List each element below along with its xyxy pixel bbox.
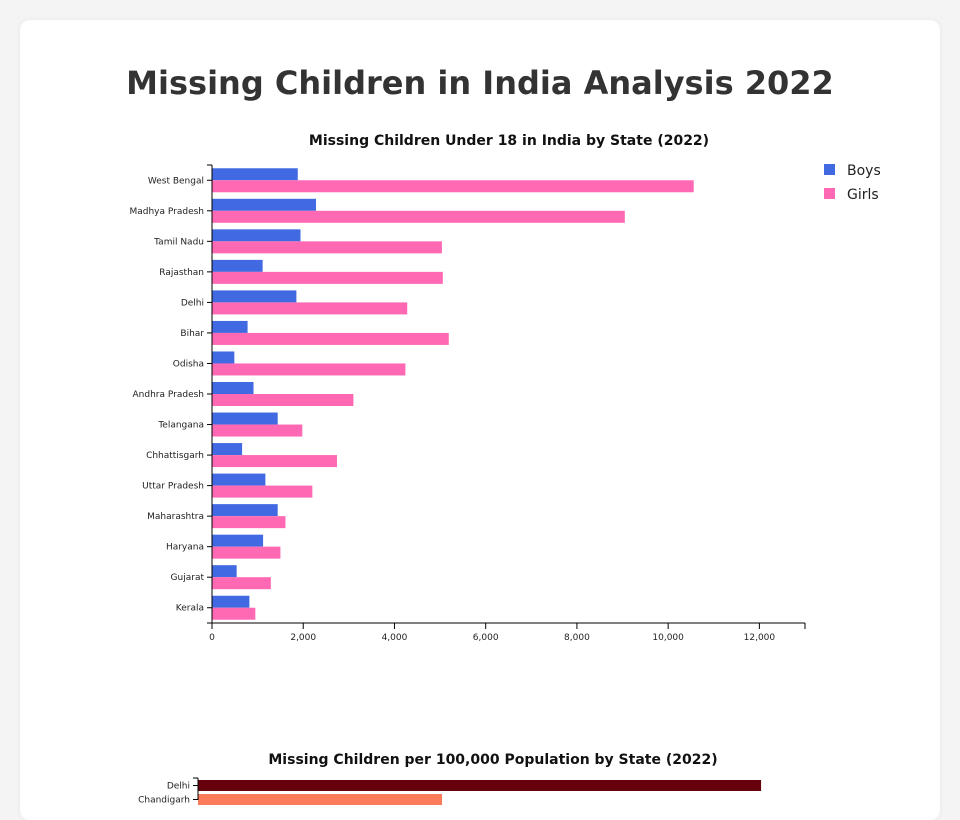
x-tick-label-4000: 4,000 — [381, 633, 408, 643]
bar-boys-chhattisgarh — [212, 443, 242, 455]
bar-boys-delhi — [212, 290, 296, 302]
chart1-legend — [824, 163, 881, 203]
bar-girls-madhya-pradesh — [212, 211, 625, 223]
bar-girls-west-bengal — [212, 180, 694, 192]
y-tick-label-haryana: Haryana — [165, 542, 204, 553]
bar-girls-telangana — [212, 425, 302, 437]
x-tick-label-10000: 10,000 — [652, 633, 684, 643]
legend-swatch-girls — [824, 188, 835, 199]
legend-label-girls: Girls — [847, 187, 879, 203]
bar-boys-kerala — [212, 596, 249, 608]
bar-boys-odisha — [212, 351, 234, 363]
y-tick-label-tamil-nadu: Tamil Nadu — [154, 237, 204, 248]
y-tick-label-odisha: Odisha — [172, 359, 204, 370]
x-tick-label-0: 0 — [209, 633, 215, 643]
y-tick-label-uttar-pradesh: Uttar Pradesh — [142, 481, 204, 492]
legend-swatch-boys — [824, 164, 835, 175]
chart2-title: Missing Children per 100,000 Population by State (2022) — [268, 752, 718, 768]
bar-boys-gujarat — [212, 565, 237, 577]
x-tick-label-12000: 12,000 — [743, 633, 776, 643]
bar-girls-rajasthan — [212, 272, 443, 284]
y-tick-label-gujarat: Gujarat — [170, 573, 204, 584]
y-tick-label-delhi: Delhi — [166, 781, 190, 792]
bar-boys-rajasthan — [212, 260, 263, 272]
x-tick-label-8000: 8,000 — [564, 633, 590, 643]
y-tick-label-west-bengal: West Bengal — [147, 176, 204, 187]
x-tick-label-2000: 2,000 — [290, 633, 317, 643]
y-tick-label-maharashtra: Maharashtra — [147, 512, 204, 523]
bar-girls-delhi — [212, 302, 407, 314]
bar-boys-maharashtra — [212, 504, 278, 516]
bar-boys-tamil-nadu — [212, 229, 300, 241]
bar-chandigarh — [198, 794, 442, 805]
y-tick-label-bihar: Bihar — [180, 328, 204, 339]
chart2-y-axis — [138, 778, 198, 806]
y-tick-label-delhi: Delhi — [180, 298, 204, 309]
y-tick-label-madhya-pradesh: Madhya Pradesh — [129, 206, 204, 217]
y-tick-label-chhattisgarh: Chhattisgarh — [146, 451, 204, 462]
y-tick-label-telangana: Telangana — [158, 420, 204, 431]
bar-delhi — [198, 780, 761, 791]
y-tick-label-rajasthan: Rajasthan — [159, 267, 204, 278]
bar-girls-odisha — [212, 363, 405, 375]
page-title: Missing Children in India Analysis 2022 — [126, 64, 834, 102]
bar-boys-telangana — [212, 413, 278, 425]
bar-girls-tamil-nadu — [212, 241, 442, 253]
chart1-x-axis — [209, 623, 805, 643]
chart1-bars — [212, 168, 694, 619]
y-tick-label-chandigarh: Chandigarh — [138, 795, 190, 806]
legend-label-boys: Boys — [847, 163, 881, 179]
bar-girls-uttar-pradesh — [212, 486, 312, 498]
y-tick-label-andhra-pradesh: Andhra Pradesh — [132, 390, 204, 400]
bar-girls-haryana — [212, 547, 280, 559]
bar-boys-uttar-pradesh — [212, 474, 265, 486]
bar-boys-west-bengal — [212, 168, 298, 180]
bar-boys-haryana — [212, 535, 263, 547]
bar-girls-maharashtra — [212, 516, 285, 528]
chart1-y-axis — [129, 165, 212, 623]
bar-girls-andhra-pradesh — [212, 394, 353, 406]
bar-boys-bihar — [212, 321, 248, 333]
x-tick-label-6000: 6,000 — [472, 633, 499, 643]
bar-girls-gujarat — [212, 577, 271, 589]
bar-boys-madhya-pradesh — [212, 199, 316, 211]
bar-girls-bihar — [212, 333, 449, 345]
bar-boys-andhra-pradesh — [212, 382, 254, 394]
bar-girls-chhattisgarh — [212, 455, 337, 467]
y-tick-label-kerala: Kerala — [175, 603, 204, 614]
chart1-title: Missing Children Under 18 in India by State (2022) — [308, 133, 710, 149]
bar-girls-kerala — [212, 608, 255, 620]
